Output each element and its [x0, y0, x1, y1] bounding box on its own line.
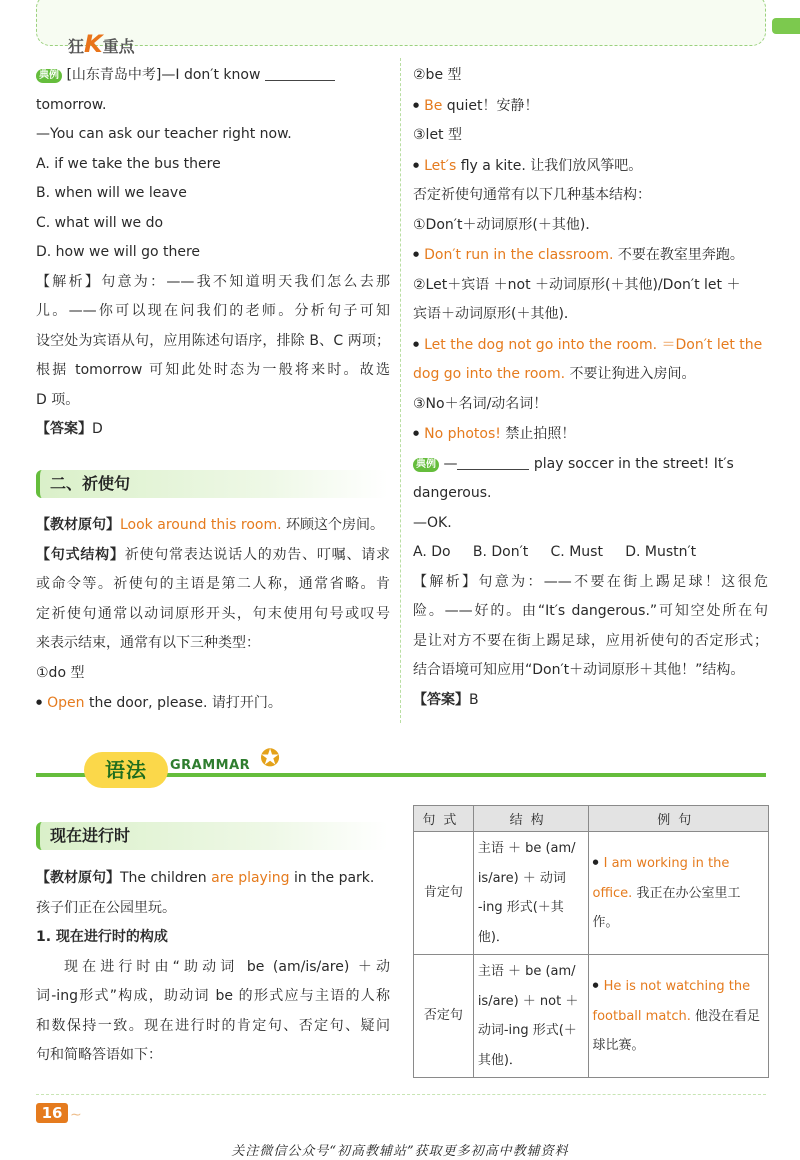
table-header: 结构 — [473, 806, 588, 832]
right-column — [413, 61, 768, 715]
example-question-2: 典例 — play soccer in the street! It′s — [413, 450, 768, 480]
column-divider — [400, 58, 401, 723]
page-number-decoration: ∼ — [70, 1107, 82, 1123]
q1-option-c: C. what will we do — [36, 214, 164, 231]
grammar-block — [36, 864, 390, 1071]
textbook-sentence: 【教材原句】Look around this room. 环顾这个房间。 — [36, 517, 385, 533]
type-let: ③let 型 — [413, 127, 462, 143]
grammar-textbook-cn: 孩子们正在公园里玩。 — [36, 899, 176, 916]
grammar-subheading: 1. 现在进行时的构成 — [36, 929, 168, 945]
page-number: 16 — [36, 1103, 68, 1123]
example-negative-1: ● Don′t run in the classroom. 不要在教室里奔跑。 — [413, 240, 768, 271]
example-do: ● Open the door, please. 请打开门。 — [36, 688, 390, 719]
answer-line: 【答案】B — [413, 691, 479, 708]
q1-line2: tomorrow. — [36, 96, 107, 113]
header-logo: 狂K重点 — [68, 30, 135, 58]
table-row — [414, 955, 769, 1078]
table-header: 例句 — [588, 806, 769, 832]
structure-line: 【句式结构】祈使句常表达说话人的劝告、叮嘱、请求 — [36, 546, 391, 563]
q2-options: A. Do B. Don′t C. Must D. Mustn′t — [413, 544, 697, 560]
grammar-body-line: 词-ing形式”构成，助动词 be 的形式应与主语的人称 — [36, 988, 390, 1004]
table-cell-example: ● I am working in the office. 我正在办公室里工作。 — [588, 832, 769, 955]
type-be: ②be 型 — [413, 67, 462, 83]
answer-line: 【答案】D — [36, 421, 103, 437]
negative-structure-3: ③No＋名词/动名词！ — [413, 395, 548, 412]
table-cell-structure: 主语 ＋ be (am/ is/are) ＋ 动词 -ing 形式(＋其 他)． — [473, 832, 588, 955]
negative-structure-2: ②Let＋宾语 ＋not ＋动词原形(＋其他)/Don′t let ＋ — [413, 276, 741, 293]
structure-line: 或命令等。祈使句的主语是第二人称，通常省略。肯 — [36, 576, 390, 592]
example-negative-2b: dog go into the room. 不要让狗进入房间。 — [413, 366, 696, 382]
imperative-block — [36, 511, 390, 719]
answer-blank — [457, 456, 529, 470]
q2-reply: —OK. — [413, 514, 452, 531]
structure-line: 定祈使句通常以动词原形开头，句末使用句号或叹号 — [36, 605, 390, 622]
right-edge-tab — [772, 18, 800, 34]
example-be: ● Be quiet！安静！ — [413, 91, 768, 122]
type-do: ①do 型 — [36, 664, 85, 681]
table-cell-type: 否定句 — [414, 955, 474, 1078]
grammar-body-line: 现在进行时由“助动词 be (am/is/are) ＋动 — [64, 958, 390, 975]
q1-option-d: D. how we will go there — [36, 244, 201, 260]
analysis-line: 险。——好的。由“It′s dangerous.”可知空处所在句 — [413, 603, 768, 619]
section-title-present-progressive: 现在进行时 — [36, 822, 388, 850]
footer-note: 关注微信公众号“初高教辅站”获取更多初高中教辅资料 — [231, 1144, 569, 1159]
structure-line: 来表示结束，通常有以下三种类型： — [36, 635, 260, 651]
example-let: ● Let′s fly a kite. 让我们放风筝吧。 — [413, 151, 768, 182]
analysis-line: 设空处为宾语从句，应用陈述句语序，排除 B、C 两项； — [36, 332, 390, 349]
analysis-line: 儿。——你可以现在问我们的老师。分析句子可知 — [36, 303, 390, 319]
table-cell-type: 肯定句 — [414, 832, 474, 955]
example-question-1: 典例 [山东青岛中考]—I don′t know — [36, 61, 390, 91]
example-tag: 典例 — [413, 458, 439, 472]
q2-line2: dangerous. — [413, 485, 492, 501]
grammar-body-line: 句和简略答语如下： — [36, 1047, 162, 1063]
analysis-line: 【解析】句意为：——不要在街上踢足球！这很危 — [413, 573, 768, 590]
runner-icon: ✪ — [260, 744, 281, 772]
analysis-line: 是让对方不要在街上踢足球，应用祈使句的否定形式； — [413, 632, 768, 649]
left-column — [36, 61, 390, 445]
analysis-line: 结合语境可知应用“Don′t＋动词原形＋其他！”结构。 — [413, 662, 745, 678]
table-cell-example: ● He is not watching the football match. 他没在看足球比赛。 — [588, 955, 769, 1078]
grammar-label: GRAMMAR — [170, 758, 251, 773]
answer-blank — [265, 67, 335, 81]
negative-intro: 否定祈使句通常有以下几种基本结构： — [413, 187, 651, 203]
negative-structure-1: ①Don′t＋动词原形(＋其他)． — [413, 216, 600, 233]
section-title-imperative: 二、祈使句 — [36, 470, 388, 498]
grammar-badge: 语法 — [84, 752, 168, 788]
grammar-textbook-sentence: 【教材原句】The children are playing in the park. — [36, 870, 375, 886]
header-frame — [36, 0, 766, 46]
grammar-body-line: 和数保持一致。现在进行时的肯定句、否定句、疑问 — [36, 1017, 390, 1034]
example-negative-2: ● Let the dog not go into the room. ＝Don′t let the — [413, 330, 768, 361]
analysis-line: 根据 tomorrow 可知此处时态为一般将来时。故选 — [36, 362, 390, 378]
q1-option-b: B. when will we leave — [36, 185, 187, 201]
q1-option-a: A. if we take the bus there — [36, 155, 221, 172]
analysis-line: D 项。 — [36, 391, 80, 408]
analysis-line: 【解析】句意为：——我不知道明天我们怎么去那 — [36, 273, 390, 290]
example-negative-3: ● No photos! 禁止拍照！ — [413, 419, 768, 450]
table-header-row — [414, 806, 769, 832]
q1-reply: —You can ask our teacher right now. — [36, 126, 292, 142]
table-row — [414, 832, 769, 955]
table-header: 句式 — [414, 806, 474, 832]
present-progressive-table — [413, 805, 769, 1078]
example-tag: 典例 — [36, 69, 62, 83]
table-cell-structure: 主语 ＋ be (am/ is/are) ＋ not ＋ 动词-ing 形式(＋ 其他)． — [473, 955, 588, 1078]
negative-structure-2b: 宾语＋动词原形(＋其他)． — [413, 306, 578, 322]
page-separator — [36, 1094, 766, 1095]
